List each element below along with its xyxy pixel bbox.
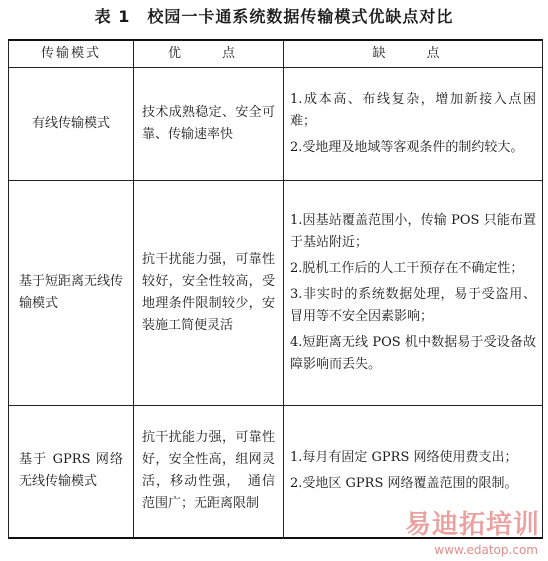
table-header-row <box>9 40 543 68</box>
cons-cell <box>284 181 543 406</box>
cons-item: 2.脱机工作后的人工干预存在不确定性； <box>290 261 524 276</box>
mode-cell <box>9 406 134 538</box>
pros-cell <box>134 181 284 406</box>
cons-item: 3.非实时的系统数据处理，易于受盗用、冒用等不安全因素影响； <box>290 287 536 324</box>
watermark-logo: 易迪拓培训 <box>404 510 540 540</box>
cons-item: 2.受地区 GPRS 网络覆盖范围的限制。 <box>290 476 518 492</box>
cons-item: 4.短距离无线 POS 机中数据易于受设备故障影响而丢失。 <box>290 335 536 372</box>
header-cons: 缺 点 <box>284 40 543 68</box>
mode-cell <box>9 181 134 406</box>
cons-item: 1.每月有固定 GPRS 网络使用费支出； <box>290 450 518 466</box>
cons-item: 2.受地理及地域等客观条件的制约较大。 <box>290 140 524 155</box>
mode-label: 基于 GPRS 网络无线传输模式 <box>19 452 123 490</box>
header-pros: 优 点 <box>134 40 284 68</box>
pros-cell <box>134 406 284 538</box>
comparison-table <box>8 39 543 539</box>
cons-item: 1.因基站覆盖范围小，传输 POS 只能布置于基站附近； <box>290 213 536 250</box>
header-mode: 传输模式 <box>9 40 134 68</box>
pros-cell <box>134 68 284 181</box>
cons-item: 1.成本高、布线复杂，增加新接入点困难； <box>290 92 536 129</box>
mode-label: 有线传输模式 <box>31 116 110 131</box>
pros-text: 抗干扰能力强，可靠性较好，安全性较高，受地理条件限制较少，安装施工简便灵活 <box>142 252 275 333</box>
mode-label: 基于短距离无线传输模式 <box>19 274 124 311</box>
table-row <box>9 68 543 181</box>
watermark-url: www.edatop.com <box>434 543 538 557</box>
pros-text: 技术成熟稳定、安全可靠、传输速率快 <box>142 105 275 142</box>
table-row <box>9 181 543 406</box>
table-title: 表 1 校园一卡通系统数据传输模式优缺点对比 <box>94 7 454 26</box>
pros-text: 抗干扰能力强，可靠性好，安全性高，组网灵活，移动性强， 通信范围广；无距离限制 <box>142 430 275 512</box>
cons-cell <box>284 68 543 181</box>
mode-cell <box>9 68 134 181</box>
